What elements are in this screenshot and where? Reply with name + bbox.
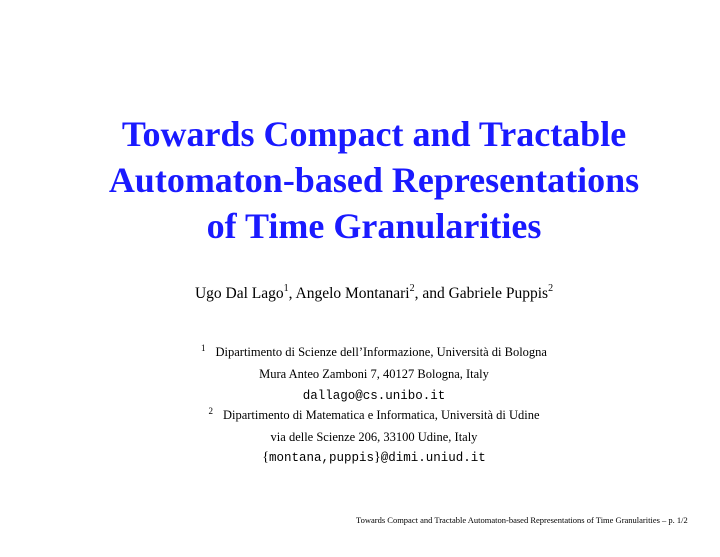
author-separator: , and [414,285,449,302]
email-users: montana,puppis [268,451,374,465]
affiliation-text: Dipartimento di Scienze dell’Informazione, Università di Bologna [215,345,547,359]
author-affiliation-mark: 2 [548,282,554,294]
slide-footer: Towards Compact and Tractable Automaton-based Representations of Time Granularities – p. 1/2 [356,515,688,525]
email-brace-open: { [262,450,269,465]
author-affiliation-mark: 2 [409,282,415,294]
author-list [0,284,720,304]
title-line-2: Automaton-based Representations [108,160,640,200]
email-domain: @dimi.uniud.it [380,451,486,465]
author-affiliation-mark: 1 [283,282,289,294]
title-line-3: of Time Granularities [206,206,542,246]
affiliation-2-email [0,449,720,467]
affiliation-marker: 2 [208,406,213,416]
affiliation-text: Dipartimento di Matematica e Informatica, Università di Udine [222,408,540,422]
slide-title [0,111,720,249]
affiliation-2-name [0,406,720,425]
affiliation-1-email: dallago@cs.unibo.it [302,389,446,403]
affiliation-1-address: Mura Anteo Zamboni 7, 40127 Bologna, Italy [259,367,489,381]
affiliation-marker: 1 [200,343,206,353]
affiliation-2-address: via delle Scienze 206, 33100 Udine, Italy [270,430,478,444]
author-name: Angelo Montanari [295,285,410,302]
email-brace-close: } [374,450,381,465]
author-name: Gabriele Puppis [448,285,549,302]
affiliation-1-name [0,343,720,362]
title-line-1: Towards Compact and Tractable [121,114,627,154]
author-separator: , [288,285,296,302]
author-name: Ugo Dal Lago [194,285,284,302]
